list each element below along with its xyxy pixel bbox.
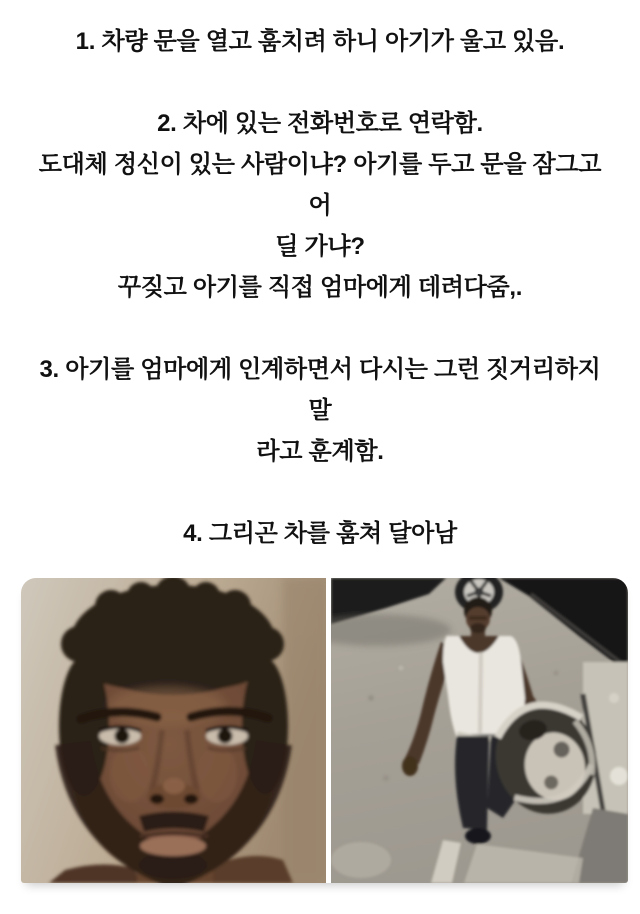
cctv-art — [331, 578, 628, 883]
story-line: 라고 훈계함. — [256, 438, 384, 465]
story-paragraph-2 — [26, 103, 614, 308]
story-line: 4. 그리곤 차를 훔쳐 달아남 — [183, 520, 457, 547]
story-paragraph-4 — [26, 513, 614, 554]
story-text — [0, 21, 640, 554]
mugshot-art — [21, 578, 326, 883]
story-paragraph-1 — [26, 21, 614, 62]
story-line: 1. 차량 문을 열고 훔치려 하니 아기가 울고 있음. — [75, 28, 565, 55]
story-line: 딜 가냐? — [275, 233, 365, 260]
mugshot-photo — [21, 578, 326, 883]
photo-strip — [21, 578, 628, 883]
story-paragraph-3 — [26, 349, 614, 472]
cctv-photo — [331, 578, 628, 883]
story-line: 꾸짖고 아기를 직접 엄마에게 데려다줌,. — [117, 274, 523, 301]
story-line: 2. 차에 있는 전화번호로 연락함. — [157, 110, 483, 137]
story-line: 도대체 정신이 있는 사람이냐? 아기를 두고 문을 잠그고 어 — [38, 151, 602, 219]
story-line: 3. 아기를 엄마에게 인계하면서 다시는 그런 짓거리하지 말 — [39, 356, 601, 424]
